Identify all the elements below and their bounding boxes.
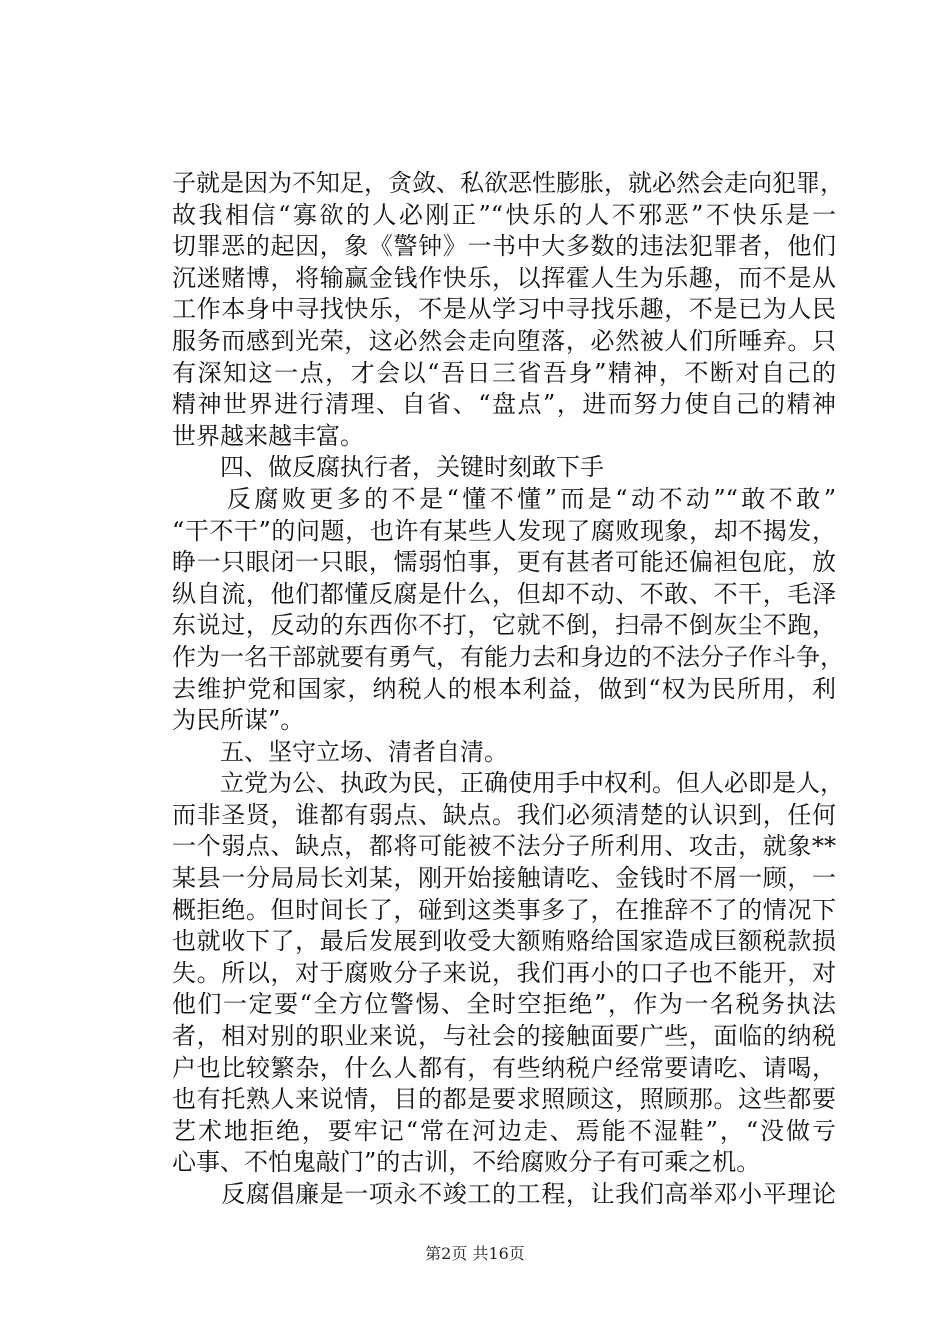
text-line: 去维护党和国家，纳税人的根本利益，做到“权为民所用，利 — [172, 674, 836, 703]
text-line: 子就是因为不知足，贪敛、私欲恶性膨胀，就必然会走向犯罪， — [172, 169, 844, 197]
text-line: 纵自流，他们都懂反腐是什么，但却不动、不敢、不干，毛泽 — [172, 579, 836, 608]
text-line: 世界越来越丰富。 — [172, 421, 364, 450]
text-line: “干不干”的问题，也许有某些人发现了腐败现象，却不揭发， — [172, 516, 836, 545]
body-text — [172, 168, 844, 1211]
text-line: 沉迷赌博，将输赢金钱作快乐，以挥霍人生为乐趣，而不是从 — [172, 263, 836, 292]
text-line: 户也比较繁杂，什么人都有，有些纳税户经常要请吃、请喝， — [172, 1053, 836, 1082]
page-footer: 第2页 共16页 — [425, 1244, 525, 1263]
text-line: 某县一分局局长刘某，刚开始接触请吃、金钱时不屑一顾，一 — [172, 864, 836, 893]
text-line: 概拒绝。但时间长了，碰到这类事多了，在推辞不了的情况下 — [172, 895, 836, 924]
text-line: 反腐倡廉是一项永不竣工的工程，让我们高举邓小平理论 — [172, 1180, 836, 1208]
text-line: 艺术地拒绝，要牢记“常在河边走、焉能不湿鞋”，“没做亏 — [172, 1116, 836, 1145]
text-line: 五、坚守立场、清者自清。 — [172, 737, 508, 766]
text-line: 故我相信“寡欲的人必刚正”“快乐的人不邪恶”不快乐是一 — [172, 200, 836, 229]
text-line: 反腐败更多的不是“懂不懂”而是“动不动”“敢不敢” — [172, 484, 836, 513]
text-line: 工作本身中寻找快乐，不是从学习中寻找乐趣，不是已为人民 — [172, 295, 836, 324]
text-line: 一个弱点、缺点，都将可能被不法分子所利用、攻击，就象** — [172, 832, 836, 861]
text-line: 而非圣贤，谁都有弱点、缺点。我们必须清楚的认识到，任何 — [172, 800, 836, 829]
text-line: 作为一名干部就要有勇气，有能力去和身边的不法分子作斗争， — [172, 642, 844, 671]
text-line: 睁一只眼闭一只眼，懦弱怕事，更有甚者可能还偏袒包庇，放 — [172, 548, 836, 577]
text-line: 立党为公、执政为民，正确使用手中权利。但人必即是人， — [172, 769, 844, 798]
text-line: 服务而感到光荣，这必然会走向堕落，必然被人们所唾弃。只 — [172, 326, 836, 355]
text-line: 也有托熟人来说情，目的都是要求照顾这，照顾那。这些都要 — [172, 1085, 836, 1114]
text-line: 精神世界进行清理、自省、“盘点”，进而努力使自己的精神 — [172, 390, 836, 419]
text-line: 有深知这一点，才会以“吾日三省吾身”精神，不断对自己的 — [172, 358, 836, 387]
text-line: 四、做反腐执行者，关键时刻敢下手 — [172, 453, 604, 482]
text-line: 也就收下了，最后发展到收受大额贿赂给国家造成巨额税款损 — [172, 927, 836, 956]
text-line: 者，相对别的职业来说，与社会的接触面要广些，面临的纳税 — [172, 1022, 836, 1051]
text-line: 失。所以，对于腐败分子来说，我们再小的口子也不能开，对 — [172, 958, 836, 987]
text-line: 他们一定要“全方位警惕、全时空拒绝”，作为一名税务执法 — [172, 990, 836, 1019]
text-line: 心事、不怕鬼敲门”的古训，不给腐败分子有可乘之机。 — [172, 1148, 761, 1177]
text-line: 为民所谋”。 — [172, 706, 305, 735]
text-line: 东说过，反动的东西你不打，它就不倒，扫帚不倒灰尘不跑， — [172, 611, 836, 640]
text-line: 切罪恶的起因，象《警钟》一书中大多数的违法犯罪者，他们 — [172, 232, 836, 261]
